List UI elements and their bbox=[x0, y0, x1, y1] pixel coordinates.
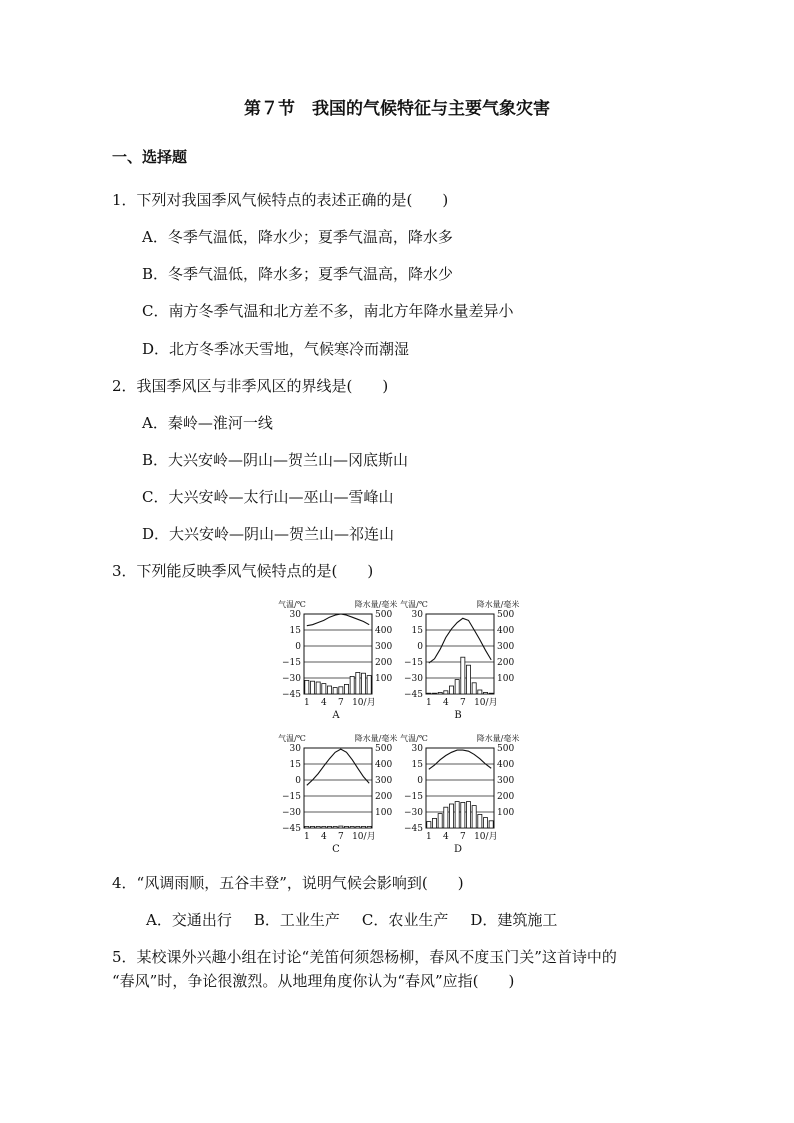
precipitation-bar bbox=[333, 688, 337, 694]
right-axis-title: 降水量/毫米 bbox=[354, 734, 398, 743]
precipitation-bar bbox=[339, 687, 343, 694]
chart-frame bbox=[426, 614, 494, 694]
precipitation-bar bbox=[489, 693, 493, 694]
temperature-tick-label: 15 bbox=[411, 760, 423, 770]
precipitation-bar bbox=[361, 826, 365, 828]
right-axis-title: 降水量/毫米 bbox=[354, 600, 398, 609]
question-4-options bbox=[146, 910, 579, 930]
precipitation-bar bbox=[483, 692, 487, 694]
temperature-tick-label: −45 bbox=[282, 824, 301, 834]
precipitation-tick-label: 300 bbox=[497, 642, 515, 652]
temperature-curve bbox=[429, 618, 491, 663]
month-tick-label: 4 bbox=[320, 698, 327, 708]
precipitation-tick-label: 500 bbox=[497, 744, 515, 754]
precipitation-tick-label: 200 bbox=[375, 658, 393, 668]
temperature-tick-label: −15 bbox=[404, 658, 423, 668]
temperature-tick-label: −15 bbox=[282, 658, 301, 668]
question-5-stem-line-2: “春风”时，争论很激烈。从地理角度你认为“春风”应指( ) bbox=[112, 972, 515, 990]
precipitation-bar bbox=[316, 826, 320, 828]
question-1-option-b: B．冬季气温低，降水多；夏季气温高，降水少 bbox=[142, 265, 454, 283]
question-1-stem: 1．下列对我国季风气候特点的表述正确的是( ) bbox=[112, 191, 449, 209]
month-tick-label: 7 bbox=[459, 832, 466, 842]
panel-label: A bbox=[332, 710, 340, 721]
chart-frame bbox=[426, 748, 494, 828]
temperature-tick-label: 0 bbox=[295, 642, 301, 652]
question-2-option-d: D．大兴安岭—阴山—贺兰山—祁连山 bbox=[142, 525, 395, 543]
precipitation-tick-label: 200 bbox=[497, 658, 515, 668]
precipitation-bar bbox=[478, 690, 482, 694]
precipitation-tick-label: 200 bbox=[497, 792, 515, 802]
left-axis-title: 气温/℃ bbox=[400, 600, 428, 609]
question-1-option-d: D．北方冬季冰天雪地，气候寒冷而潮湿 bbox=[142, 340, 410, 358]
question-2-stem: 2．我国季风区与非季风区的界线是( ) bbox=[112, 377, 389, 395]
temperature-curve bbox=[429, 750, 491, 769]
question-4-option-d: D．建筑施工 bbox=[470, 911, 558, 929]
precipitation-tick-label: 400 bbox=[375, 626, 393, 636]
precipitation-bar bbox=[367, 676, 371, 694]
precipitation-tick-label: 100 bbox=[375, 808, 393, 818]
question-5-stem-line-1: 5．某校课外兴趣小组在讨论“羌笛何须怨杨柳，春风不度玉门关”这首诗中的 bbox=[112, 948, 617, 966]
precipitation-bar bbox=[367, 826, 371, 828]
precipitation-tick-label: 100 bbox=[497, 674, 515, 684]
precipitation-bar bbox=[438, 814, 442, 828]
precipitation-bar bbox=[316, 682, 320, 694]
precipitation-bar bbox=[432, 693, 436, 694]
precipitation-bar bbox=[427, 693, 431, 694]
month-tick-label: 1 bbox=[425, 832, 432, 842]
temperature-tick-label: 30 bbox=[289, 610, 301, 620]
precipitation-bar bbox=[438, 692, 442, 694]
precipitation-bar bbox=[310, 681, 314, 694]
precipitation-bar bbox=[461, 657, 465, 694]
left-axis-title: 气温/℃ bbox=[278, 734, 306, 743]
temperature-tick-label: −30 bbox=[282, 808, 301, 818]
question-2-option-b: B．大兴安岭—阴山—贺兰山—冈底斯山 bbox=[142, 451, 409, 469]
precipitation-bar bbox=[361, 673, 365, 694]
temperature-tick-label: −45 bbox=[404, 690, 423, 700]
temperature-tick-label: 30 bbox=[411, 744, 423, 754]
month-tick-label: 7 bbox=[459, 698, 466, 708]
temperature-tick-label: 15 bbox=[289, 760, 301, 770]
temperature-tick-label: −15 bbox=[404, 792, 423, 802]
temperature-tick-label: 0 bbox=[417, 776, 423, 786]
precipitation-bar bbox=[455, 802, 459, 828]
panel-label: C bbox=[332, 844, 340, 855]
question-4-option-a: A．交通出行 bbox=[146, 911, 232, 929]
precipitation-tick-label: 300 bbox=[375, 642, 393, 652]
temperature-tick-label: 0 bbox=[417, 642, 423, 652]
precipitation-bar bbox=[356, 826, 360, 828]
month-tick-label: 7 bbox=[337, 832, 344, 842]
precipitation-tick-label: 300 bbox=[497, 776, 515, 786]
precipitation-tick-label: 100 bbox=[375, 674, 393, 684]
precipitation-bar bbox=[444, 807, 448, 828]
left-axis-title: 气温/℃ bbox=[278, 600, 306, 609]
precipitation-bar bbox=[350, 676, 354, 694]
precipitation-bar bbox=[455, 680, 459, 694]
month-tick-label: 10/月 bbox=[474, 698, 498, 708]
precipitation-bar bbox=[449, 686, 453, 694]
question-1-option-c: C．南方冬季气温和北方差不多，南北方年降水量差异小 bbox=[142, 302, 514, 320]
precipitation-bar bbox=[478, 814, 482, 828]
month-tick-label: 4 bbox=[442, 832, 449, 842]
month-tick-label: 10/月 bbox=[474, 832, 498, 842]
temperature-tick-label: 15 bbox=[289, 626, 301, 636]
question-2-option-a: A．秦岭—淮河一线 bbox=[142, 414, 273, 432]
month-tick-label: 4 bbox=[442, 698, 449, 708]
month-tick-label: 4 bbox=[320, 832, 327, 842]
temperature-tick-label: 30 bbox=[411, 610, 423, 620]
precipitation-bar bbox=[466, 802, 470, 828]
precipitation-tick-label: 300 bbox=[375, 776, 393, 786]
precipitation-bar bbox=[472, 806, 476, 828]
temperature-tick-label: −45 bbox=[282, 690, 301, 700]
question-4-option-b: B．工业生产 bbox=[253, 911, 340, 929]
temperature-tick-label: −30 bbox=[404, 808, 423, 818]
right-axis-title: 降水量/毫米 bbox=[476, 600, 520, 609]
question-2-option-c: C．大兴安岭—太行山—巫山—雪峰山 bbox=[142, 488, 394, 506]
precipitation-bar bbox=[344, 826, 348, 828]
precipitation-bar bbox=[449, 804, 453, 828]
precipitation-bar bbox=[427, 822, 431, 828]
question-3-stem: 3．下列能反映季风气候特点的是( ) bbox=[112, 562, 374, 580]
left-axis-title: 气温/℃ bbox=[400, 734, 428, 743]
precipitation-bar bbox=[333, 826, 337, 828]
precipitation-tick-label: 400 bbox=[497, 626, 515, 636]
precipitation-bar bbox=[356, 672, 360, 694]
month-tick-label: 1 bbox=[425, 698, 432, 708]
right-axis-title: 降水量/毫米 bbox=[476, 734, 520, 743]
section-heading: 一、选择题 bbox=[112, 148, 188, 166]
question-1-option-a: A．冬季气温低，降水少；夏季气温高，降水多 bbox=[142, 228, 453, 246]
month-tick-label: 7 bbox=[337, 698, 344, 708]
precipitation-tick-label: 500 bbox=[497, 610, 515, 620]
precipitation-tick-label: 200 bbox=[375, 792, 393, 802]
precipitation-tick-label: 500 bbox=[375, 744, 393, 754]
precipitation-bar bbox=[483, 818, 487, 828]
precipitation-bar bbox=[344, 684, 348, 694]
question-4-option-c: C．农业生产 bbox=[361, 911, 449, 929]
temperature-tick-label: −45 bbox=[404, 824, 423, 834]
month-tick-label: 10/月 bbox=[352, 832, 376, 842]
precipitation-tick-label: 100 bbox=[497, 808, 515, 818]
precipitation-bar bbox=[327, 826, 331, 828]
month-tick-label: 1 bbox=[303, 698, 310, 708]
precipitation-bar bbox=[466, 665, 470, 694]
precipitation-bar bbox=[305, 680, 309, 694]
page-title: 第７节 我国的气候特征与主要气象灾害 bbox=[244, 99, 550, 119]
precipitation-bar bbox=[310, 826, 314, 828]
precipitation-bar bbox=[327, 686, 331, 694]
panel-label: B bbox=[454, 710, 462, 721]
precipitation-bar bbox=[472, 683, 476, 694]
precipitation-bar bbox=[339, 826, 343, 828]
precipitation-tick-label: 400 bbox=[375, 760, 393, 770]
temperature-tick-label: −30 bbox=[282, 674, 301, 684]
precipitation-bar bbox=[350, 826, 354, 828]
precipitation-bar bbox=[444, 691, 448, 694]
temperature-tick-label: 15 bbox=[411, 626, 423, 636]
precipitation-bar bbox=[322, 826, 326, 828]
temperature-curve bbox=[307, 614, 369, 626]
panel-label: D bbox=[453, 844, 463, 855]
precipitation-tick-label: 400 bbox=[497, 760, 515, 770]
precipitation-bar bbox=[432, 818, 436, 828]
climate-charts-figure bbox=[260, 596, 530, 858]
precipitation-tick-label: 500 bbox=[375, 610, 393, 620]
precipitation-bar bbox=[322, 684, 326, 694]
question-4-stem: 4．“风调雨顺，五谷丰登”，说明气候会影响到( ) bbox=[112, 874, 464, 892]
temperature-tick-label: 30 bbox=[289, 744, 301, 754]
month-tick-label: 10/月 bbox=[352, 698, 376, 708]
precipitation-bar bbox=[461, 802, 465, 828]
chart-frame bbox=[304, 748, 372, 828]
temperature-tick-label: −15 bbox=[282, 792, 301, 802]
precipitation-bar bbox=[305, 826, 309, 828]
temperature-tick-label: −30 bbox=[404, 674, 423, 684]
temperature-tick-label: 0 bbox=[295, 776, 301, 786]
month-tick-label: 1 bbox=[303, 832, 310, 842]
precipitation-bar bbox=[489, 821, 493, 828]
